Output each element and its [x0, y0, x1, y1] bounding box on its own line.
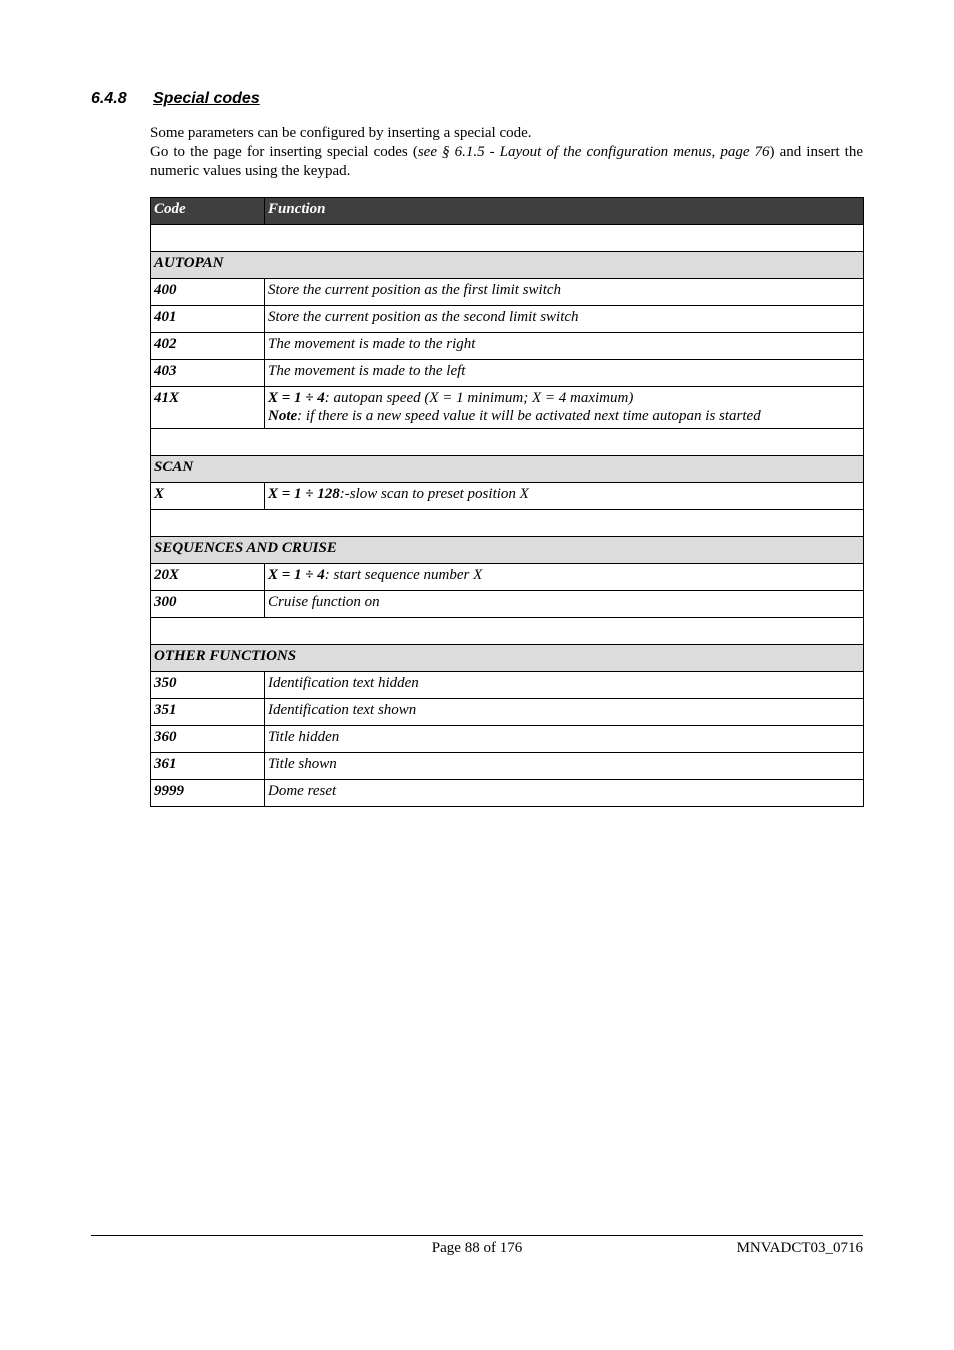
function-cell: Store the current position as the second limit switch: [265, 306, 864, 333]
table-row: [151, 672, 864, 699]
function-cell: Cruise function on: [265, 591, 864, 618]
section-label: SCAN: [151, 456, 864, 483]
spacer-row: [151, 225, 864, 252]
function-cell: Store the current position as the first limit switch: [265, 279, 864, 306]
section-label: SEQUENCES AND CRUISE: [151, 537, 864, 564]
table-row: [151, 333, 864, 360]
table-row: [151, 564, 864, 591]
section-label: AUTOPAN: [151, 252, 864, 279]
function-cell: [265, 564, 864, 591]
intro-line-2: [150, 143, 863, 181]
formula: X = 1 ÷ 4: [268, 567, 325, 583]
function-cell: Title shown: [265, 753, 864, 780]
function-cell: Title hidden: [265, 726, 864, 753]
table-row: [151, 360, 864, 387]
code-cell: 403: [151, 360, 265, 387]
note-text: : if there is a new speed value it will be activated next time autopan is started: [297, 408, 761, 424]
function-cell: Identification text hidden: [265, 672, 864, 699]
section-heading: [91, 90, 260, 108]
intro-line-2-pre: Go to the page for inserting special codes (: [150, 144, 418, 160]
intro-reference: see § 6.1.5 - Layout of the configuration menus, page 76: [417, 144, 770, 160]
formula: X = 1 ÷ 4: [268, 390, 325, 406]
formula: X = 1 ÷ 128: [268, 486, 340, 502]
table-row: [151, 753, 864, 780]
intro-text: [150, 124, 863, 181]
code-cell: 401: [151, 306, 265, 333]
code-cell: 400: [151, 279, 265, 306]
autopan-speed-line: [268, 389, 859, 407]
header-function: Function: [265, 198, 864, 225]
function-cell: [265, 387, 864, 429]
formula-desc: : start sequence number X: [324, 567, 483, 583]
document-code: MNVADCT03_0716: [736, 1240, 863, 1256]
table-row: [151, 279, 864, 306]
code-cell: 361: [151, 753, 265, 780]
code-cell: 351: [151, 699, 265, 726]
autopan-note-line: [268, 407, 859, 425]
section-row-scan: [151, 456, 864, 483]
formula-desc: :-slow scan to preset position X: [339, 486, 529, 502]
code-cell: 9999: [151, 780, 265, 807]
code-cell: 300: [151, 591, 265, 618]
table-row: [151, 780, 864, 807]
table-row: [151, 591, 864, 618]
section-row-other: [151, 645, 864, 672]
section-number: 6.4.8: [91, 90, 127, 107]
code-cell: 350: [151, 672, 265, 699]
code-cell: X: [151, 483, 265, 510]
spacer-row: [151, 618, 864, 645]
section-title: Special codes: [153, 90, 260, 107]
section-label: OTHER FUNCTIONS: [151, 645, 864, 672]
note-label: Note: [268, 408, 298, 424]
function-cell: [265, 483, 864, 510]
header-code: Code: [151, 198, 265, 225]
function-cell: Dome reset: [265, 780, 864, 807]
function-cell: The movement is made to the right: [265, 333, 864, 360]
special-codes-table: [150, 197, 864, 807]
table-header-row: [151, 198, 864, 225]
table-row: [151, 483, 864, 510]
function-cell: The movement is made to the left: [265, 360, 864, 387]
table-row: [151, 699, 864, 726]
code-cell: 360: [151, 726, 265, 753]
table-row: [151, 306, 864, 333]
section-row-sequences: [151, 537, 864, 564]
footer-divider: [91, 1235, 863, 1236]
table-row: [151, 726, 864, 753]
spacer-row: [151, 510, 864, 537]
page-number: Page 88 of 176: [431, 1240, 523, 1256]
formula-desc: : autopan speed (X = 1 minimum; X = 4 maximum): [324, 390, 634, 406]
intro-line-2-post: ) and insert the numeric values using the keypad.: [150, 144, 863, 179]
function-cell: Identification text shown: [265, 699, 864, 726]
code-cell: 20X: [151, 564, 265, 591]
code-cell: 402: [151, 333, 265, 360]
spacer-row: [151, 429, 864, 456]
section-row-autopan: [151, 252, 864, 279]
code-cell: 41X: [151, 387, 265, 429]
table-row: [151, 387, 864, 429]
intro-line-1: Some parameters can be configured by inserting a special code.: [150, 125, 532, 141]
